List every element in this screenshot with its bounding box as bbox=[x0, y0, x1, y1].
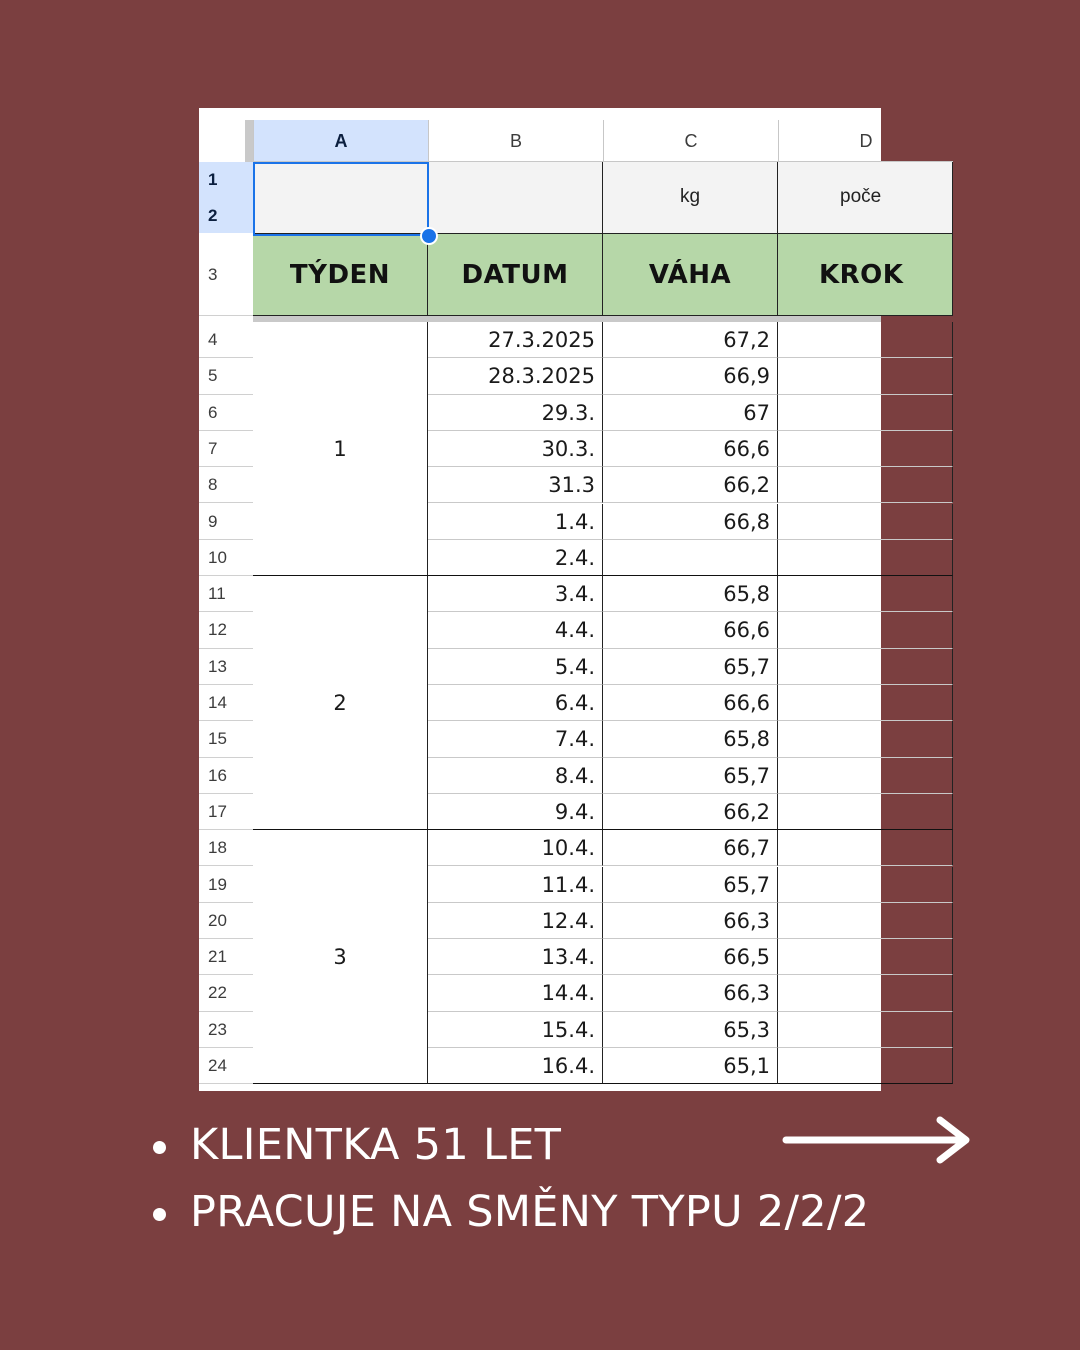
header-cell-kroky[interactable]: KROK bbox=[778, 234, 953, 316]
row-header-1[interactable]: 1 bbox=[199, 162, 253, 198]
row-header-17[interactable]: 17 bbox=[199, 794, 253, 830]
date-cell[interactable]: 31.3 bbox=[428, 467, 603, 503]
bullet-dot-icon bbox=[153, 1208, 166, 1221]
row-header-7[interactable]: 7 bbox=[199, 431, 253, 467]
steps-cell[interactable] bbox=[778, 975, 953, 1011]
steps-cell[interactable] bbox=[778, 358, 953, 394]
row-header-9[interactable]: 9 bbox=[199, 504, 253, 540]
week-cell-1[interactable]: 1 bbox=[253, 322, 428, 576]
date-cell[interactable]: 7.4. bbox=[428, 721, 603, 757]
unit-cell-a[interactable] bbox=[253, 162, 428, 234]
fill-handle[interactable] bbox=[420, 227, 438, 245]
date-cell[interactable]: 29.3. bbox=[428, 395, 603, 431]
date-cell[interactable]: 4.4. bbox=[428, 612, 603, 648]
steps-cell[interactable] bbox=[778, 939, 953, 975]
row-header-4[interactable]: 4 bbox=[199, 322, 253, 358]
row-header-22[interactable]: 22 bbox=[199, 975, 253, 1011]
row-header-19[interactable]: 19 bbox=[199, 867, 253, 903]
row-header-10[interactable]: 10 bbox=[199, 540, 253, 576]
bullet-text-1: KLIENTKA 51 LET bbox=[190, 1120, 562, 1170]
steps-cell[interactable] bbox=[778, 903, 953, 939]
steps-cell[interactable] bbox=[778, 794, 953, 830]
row-header-8[interactable]: 8 bbox=[199, 467, 253, 503]
steps-cell[interactable] bbox=[778, 322, 953, 358]
date-cell[interactable]: 16.4. bbox=[428, 1048, 603, 1084]
bullet-dot-icon bbox=[153, 1141, 166, 1154]
date-cell[interactable]: 5.4. bbox=[428, 649, 603, 685]
weight-cell[interactable]: 65,3 bbox=[603, 1012, 778, 1048]
steps-cell[interactable] bbox=[778, 540, 953, 576]
date-cell[interactable]: 8.4. bbox=[428, 758, 603, 794]
header-cell-tyden[interactable]: TÝDEN bbox=[253, 234, 428, 316]
steps-cell[interactable] bbox=[778, 721, 953, 757]
weight-cell[interactable]: 66,6 bbox=[603, 612, 778, 648]
row-header-21[interactable]: 21 bbox=[199, 939, 253, 975]
steps-cell[interactable] bbox=[778, 395, 953, 431]
weight-cell[interactable]: 66,2 bbox=[603, 794, 778, 830]
steps-cell[interactable] bbox=[778, 867, 953, 903]
row-header-3[interactable]: 3 bbox=[199, 234, 253, 316]
weight-cell[interactable]: 67,2 bbox=[603, 322, 778, 358]
weight-cell[interactable]: 65,7 bbox=[603, 758, 778, 794]
column-header-b[interactable]: B bbox=[428, 120, 603, 162]
weight-cell[interactable] bbox=[603, 540, 778, 576]
header-cell-vaha[interactable]: VÁHA bbox=[603, 234, 778, 316]
week-cell-3[interactable]: 3 bbox=[253, 830, 428, 1084]
date-cell[interactable]: 28.3.2025 bbox=[428, 358, 603, 394]
date-cell[interactable]: 1.4. bbox=[428, 504, 603, 540]
row-header-16[interactable]: 16 bbox=[199, 758, 253, 794]
steps-cell[interactable] bbox=[778, 612, 953, 648]
header-cell-datum[interactable]: DATUM bbox=[428, 234, 603, 316]
weight-cell[interactable]: 66,5 bbox=[603, 939, 778, 975]
steps-cell[interactable] bbox=[778, 504, 953, 540]
weight-cell[interactable]: 65,7 bbox=[603, 649, 778, 685]
date-cell[interactable]: 14.4. bbox=[428, 975, 603, 1011]
row-header-20[interactable]: 20 bbox=[199, 903, 253, 939]
steps-cell[interactable] bbox=[778, 830, 953, 866]
steps-cell[interactable] bbox=[778, 758, 953, 794]
bullet-text-2: PRACUJE NA SMĚNY TYPU 2/2/2 bbox=[190, 1187, 870, 1237]
column-header-d[interactable]: D bbox=[778, 120, 953, 162]
weight-cell[interactable]: 65,7 bbox=[603, 867, 778, 903]
steps-cell[interactable] bbox=[778, 431, 953, 467]
weight-cell[interactable]: 66,6 bbox=[603, 685, 778, 721]
row-header-15[interactable]: 15 bbox=[199, 721, 253, 757]
weight-cell[interactable]: 67 bbox=[603, 395, 778, 431]
steps-cell[interactable] bbox=[778, 576, 953, 612]
bullet-item-1 bbox=[150, 1112, 869, 1179]
row-header-13[interactable]: 13 bbox=[199, 649, 253, 685]
weight-cell[interactable]: 66,9 bbox=[603, 358, 778, 394]
weight-cell[interactable]: 66,3 bbox=[603, 903, 778, 939]
date-cell[interactable]: 11.4. bbox=[428, 867, 603, 903]
unit-cell-b[interactable] bbox=[428, 162, 603, 234]
weight-cell[interactable]: 66,2 bbox=[603, 467, 778, 503]
weight-cell[interactable]: 65,8 bbox=[603, 721, 778, 757]
unit-cell-c[interactable]: kg bbox=[603, 162, 778, 234]
steps-cell[interactable] bbox=[778, 467, 953, 503]
row-header-12[interactable]: 12 bbox=[199, 612, 253, 648]
weight-cell[interactable]: 65,1 bbox=[603, 1048, 778, 1084]
bullet-item-2 bbox=[150, 1179, 869, 1246]
steps-cell[interactable] bbox=[778, 649, 953, 685]
date-cell[interactable]: 10.4. bbox=[428, 830, 603, 866]
date-cell[interactable]: 3.4. bbox=[428, 576, 603, 612]
bullet-list bbox=[150, 1112, 869, 1246]
weight-cell[interactable]: 66,6 bbox=[603, 431, 778, 467]
select-all-corner[interactable] bbox=[199, 120, 253, 162]
date-cell[interactable]: 2.4. bbox=[428, 540, 603, 576]
row-header-11[interactable]: 11 bbox=[199, 576, 253, 612]
column-header-a[interactable]: A bbox=[253, 120, 428, 162]
arrow-right-icon[interactable] bbox=[784, 1115, 974, 1165]
column-header-c[interactable]: C bbox=[603, 120, 778, 162]
row-header-18[interactable]: 18 bbox=[199, 830, 253, 866]
date-cell[interactable]: 12.4. bbox=[428, 903, 603, 939]
unit-cell-d[interactable]: poče bbox=[778, 162, 953, 234]
week-cell-2[interactable]: 2 bbox=[253, 576, 428, 830]
date-cell[interactable]: 27.3.2025 bbox=[428, 322, 603, 358]
date-cell[interactable]: 15.4. bbox=[428, 1012, 603, 1048]
row-header-14[interactable]: 14 bbox=[199, 685, 253, 721]
steps-cell[interactable] bbox=[778, 685, 953, 721]
date-cell[interactable]: 6.4. bbox=[428, 685, 603, 721]
row-header-5[interactable]: 5 bbox=[199, 358, 253, 394]
row-header-6[interactable]: 6 bbox=[199, 395, 253, 431]
weight-cell[interactable]: 66,7 bbox=[603, 830, 778, 866]
row-header-24[interactable]: 24 bbox=[199, 1048, 253, 1084]
column-header-bar bbox=[199, 120, 881, 162]
date-cell[interactable]: 9.4. bbox=[428, 794, 603, 830]
row-header-23[interactable]: 23 bbox=[199, 1012, 253, 1048]
date-cell[interactable]: 30.3. bbox=[428, 431, 603, 467]
weight-cell[interactable]: 66,8 bbox=[603, 504, 778, 540]
date-cell[interactable]: 13.4. bbox=[428, 939, 603, 975]
weight-cell[interactable]: 66,3 bbox=[603, 975, 778, 1011]
row-header-2[interactable]: 2 bbox=[199, 198, 253, 234]
spreadsheet-screenshot bbox=[199, 108, 904, 1091]
weight-cell[interactable]: 65,8 bbox=[603, 576, 778, 612]
steps-cell[interactable] bbox=[778, 1012, 953, 1048]
steps-cell[interactable] bbox=[778, 1048, 953, 1084]
